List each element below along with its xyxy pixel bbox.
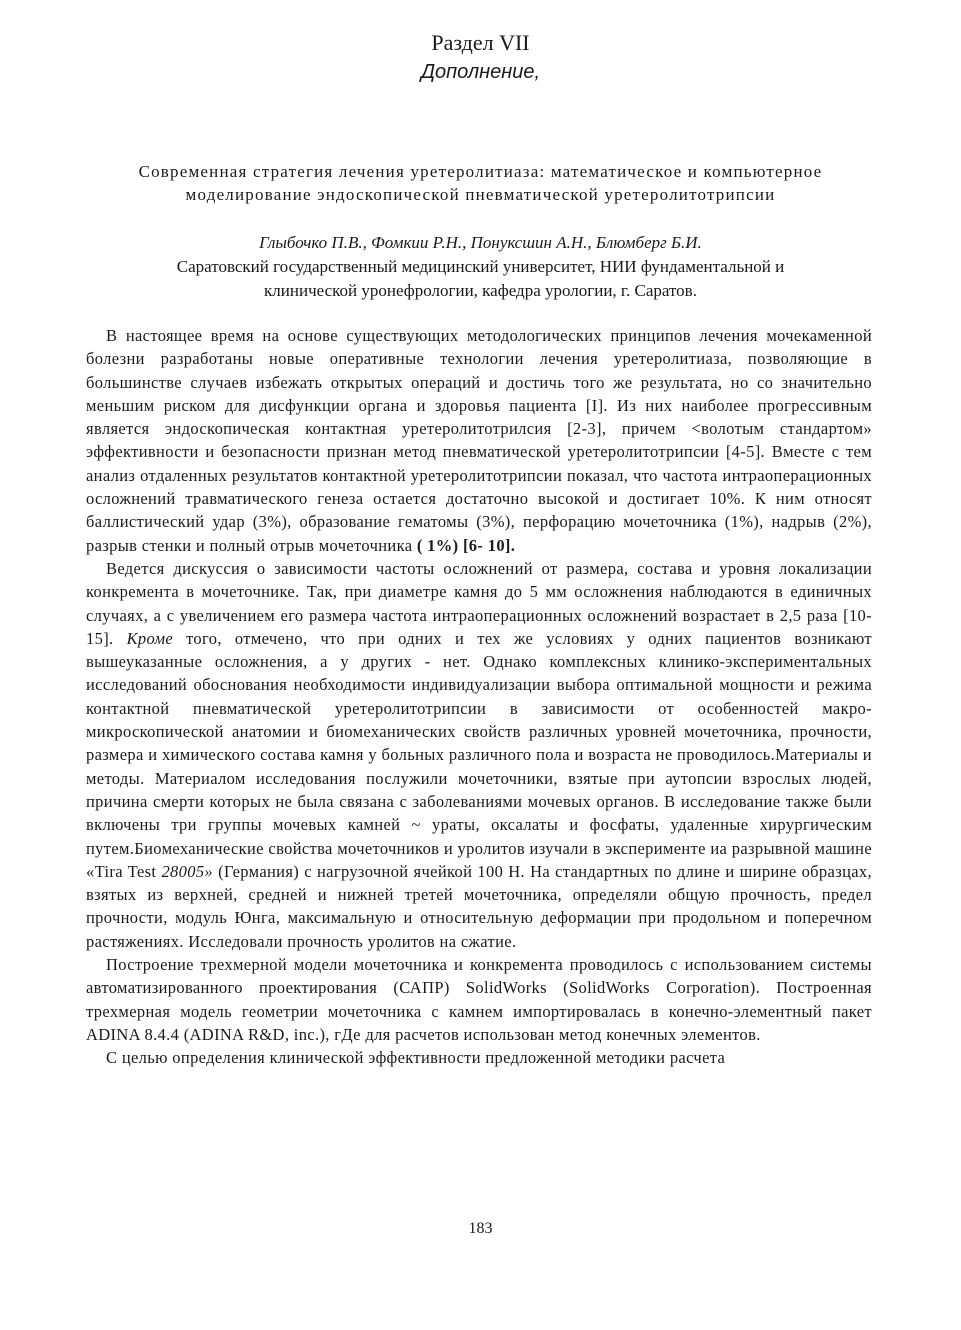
section-title: Раздел VII xyxy=(431,30,530,55)
affiliation-line-2: клинической уронефрологии, кафедра урологии, г. Саратов. xyxy=(264,281,697,300)
paragraph-2-text-1: Ведется дискуссия о зависимости частоты осложнений от размера, состава и уровня локализации конкремента в мочеточнике. Так, при диаметре камня до 5 мм осложнения наблюдаются в единичных случаях, а с увеличением его размера частота интраоперационных осложнений возрастает в 2,5 раза [10-15]. xyxy=(86,558,872,648)
paragraph-1-reference: ( 1%) [6- 10]. xyxy=(416,535,516,555)
affiliation-line-1: Саратовский государственный медицинский университет, НИИ фундаментальной и xyxy=(176,257,785,276)
paragraph-1 xyxy=(86,324,872,557)
affiliation xyxy=(60,255,901,303)
paragraph-2-emphasis-1: Кроме xyxy=(126,628,174,648)
paragraph-4: С целью определения клинической эффективности предложенной методики расчета xyxy=(106,1048,726,1068)
page-number: 183 xyxy=(468,1220,493,1237)
paragraph-2-emphasis-2: 28005» xyxy=(161,861,214,881)
article-title-line-2: моделирование эндоскопической пневматической уретеролитотрипсии xyxy=(185,185,776,204)
paragraph-1-text: В настоящее время на основе существующих методологических принципов лечения мочекаменной болезни разработаны новые оперативные технологии лечения уретеролитиаза, позволяющие в большинстве случаев избежать открытых операций и достичь того же результата, но со значительно меньшим риском для дисфункции органа и здоровья пациента [I]. Из них наиболее прогрессивным является эндоскопическая контактная уретеролитотрилсия [2-3], причем <волотым стандартом» эффективности и безопасности признан метод пневматической уретеролитотрипсии [4-5]. Вместе с тем анализ отдаленных результатов контактной уретеролитотрипсии показал, что частота интраоперационных осложнений травматического генеза остается достаточно высокой и достигает 10%. К ним относят баллистический удар (3%), образование гематомы (3%), перфорацию мочеточника (1%), надрыв (2%), разрыв стенки и полный отрыв мочеточника xyxy=(86,326,872,555)
authors: Глыбочко П.В., Фомкии Р.Н., Понуксшин А.Н., Блюмберг Б.И. xyxy=(259,233,702,252)
paragraph-2-text-2: того, отмечено, что при одних и тех же условиях у одних пациентов возникают вышеуказанные осложнения, а у других - нет. Однако комплексных клинико-экспериментальных исследований обоснования необходимости индивидуализации выбора оптимальной мощности и режима контактной пневматической уретеролитотрипсии в зависимости от особенностей макро-микроскопической анатомии и биомеханических свойств различных уровней мочеточника, прочности, размера и химического состава камня у больных различного пола и возраста не проводилось.Материалы и методы. Материалом исследования послужили мочеточники, взятые при аутопсии взрослых людей, причина смерти которых не была связана с заболеваниями мочевых органов. В исследование также были включены три группы мочевых камней ~ ураты, оксалаты и фосфаты, удаленные хирургическим путем.Биомеханические свойства мочеточников и уролитов изучали в эксперименте иа разрывной машине «Tira Test xyxy=(86,628,872,881)
article-body xyxy=(86,324,872,1070)
paragraph-3: Построение трехмерной модели мочеточника и конкремента проводилось с использованием системы автоматизированного проектирования (САПР) SolidWorks (SolidWorks Corporation). Построенная трехмерная модель геометрии мочеточника с камнем импортировалась в конечно-элементный пакет ADINA 8.4.4 (ADINA R&D, inc.), гДе для расчетов использован метод конечных элементов. xyxy=(86,955,872,1044)
article-title-line-1: Современная стратегия лечения уретеролитиаза: математическое и компьютерное xyxy=(138,162,823,181)
article-title xyxy=(60,160,901,206)
section-subtitle: Дополнение, xyxy=(420,61,541,83)
paragraph-2-text-3: (Германия) с нагрузочной ячейкой 100 Н. На стандартных по длине и ширине образцах, взятых из верхней, средней и нижней третей мочеточника, определяли общую прочность, предел прочности, модуль Юнга, максимальную и относительную деформации при продольном и поперечном растяжениях. Исследовали прочность уролитов на сжатие. xyxy=(86,861,872,951)
paragraph-2 xyxy=(86,557,872,953)
